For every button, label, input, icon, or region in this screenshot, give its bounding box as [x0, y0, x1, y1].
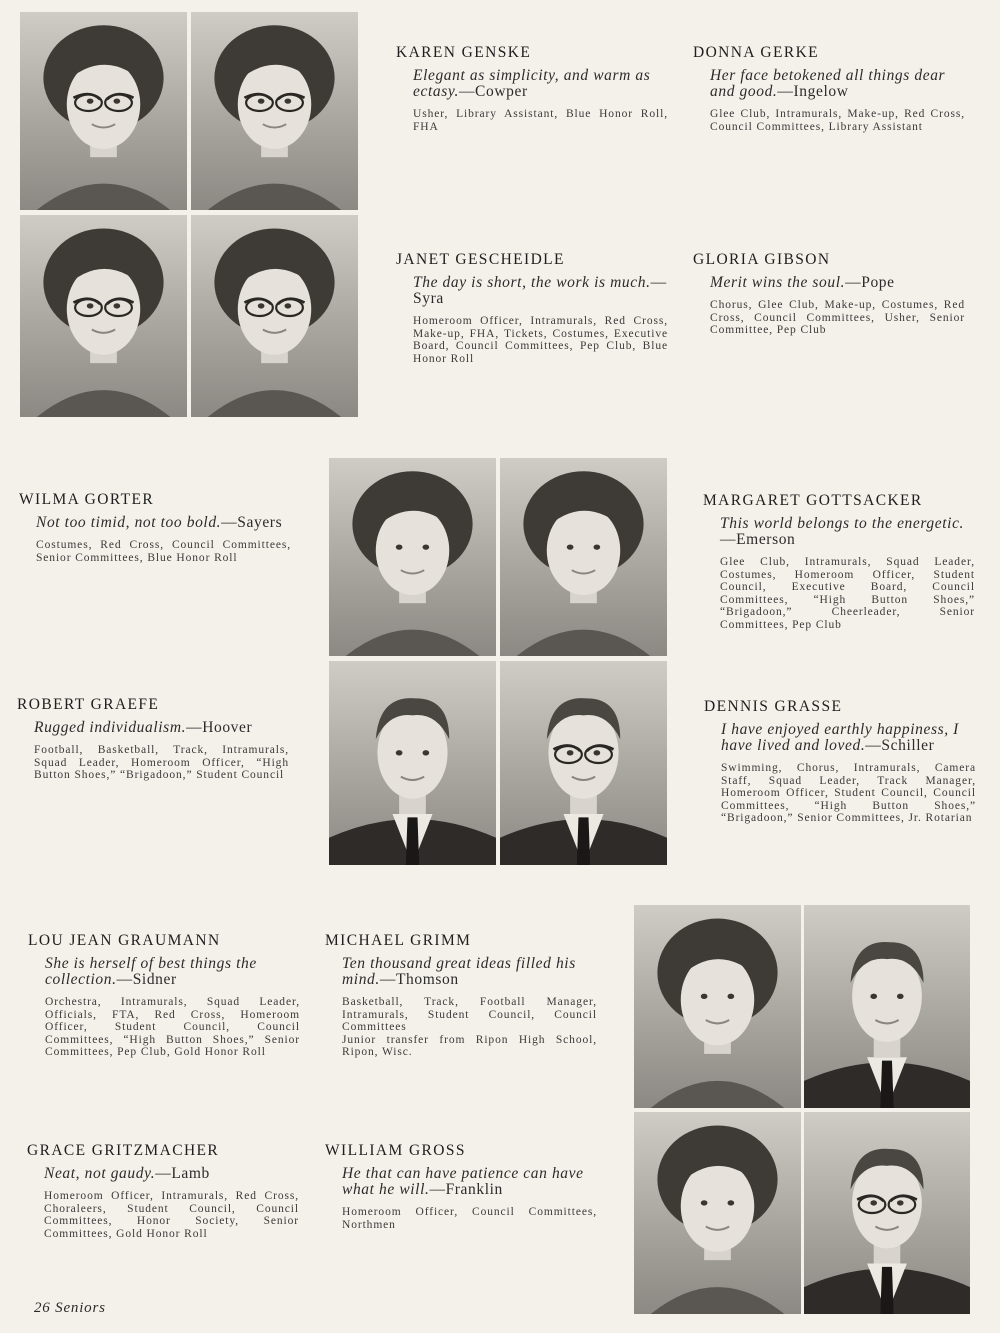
senior-entry: [325, 1142, 597, 1231]
senior-activities: Costumes, Red Cross, Council Committees, Senior Committees, Blue Honor Roll: [36, 539, 291, 564]
senior-entry: [19, 491, 291, 564]
portrait-lou-jean-graumann: [634, 905, 801, 1108]
senior-entry: [27, 1142, 299, 1240]
senior-name: DONNA GERKE: [693, 44, 820, 61]
senior-activities: Swimming, Chorus, Intramurals, Camera Staff, Squad Leader, Track Manager, Homeroom Officer, Student Council, Council Committees, “High Button Shoes,” “Brigadoon,” Senior Committees, Jr. Rotarian: [721, 762, 976, 825]
quote-text: Ten thousand great ideas filled his mind.: [342, 955, 576, 988]
senior-activities: Orchestra, Intramurals, Squad Leader, Officials, FTA, Red Cross, Homeroom Officer, Student Council, Council Committees, “High Button Shoes,” Senior Committees, Pep Club, Gold Honor Roll: [45, 996, 300, 1059]
senior-name: LOU JEAN GRAUMANN: [28, 932, 221, 949]
senior-name: KAREN GENSKE: [396, 44, 532, 61]
quote-text: Rugged individualism.: [34, 719, 187, 736]
senior-entry: [17, 696, 289, 782]
senior-quote: [396, 275, 668, 307]
portrait-margaret-gottsacker: [500, 458, 667, 656]
senior-name: WILMA GORTER: [19, 491, 155, 508]
senior-activities: Usher, Library Assistant, Blue Honor Roll, FHA: [413, 108, 668, 133]
portrait-grace-gritzmacher: [634, 1112, 801, 1314]
portrait-dennis-grasse: [500, 661, 667, 865]
senior-quote: [704, 722, 976, 754]
senior-activities: Homeroom Officer, Council Committees, Northmen: [342, 1206, 597, 1231]
quote-author: —Emerson: [720, 531, 796, 548]
senior-transfer-note: Junior transfer from Ripon High School, Ripon, Wisc.: [342, 1033, 597, 1059]
page-footer: 26 Seniors: [34, 1300, 106, 1316]
portrait-robert-graefe: [329, 661, 496, 865]
portrait-donna-gerke: [191, 12, 358, 210]
senior-name: DENNIS GRASSE: [704, 698, 843, 715]
quote-text: Not too timid, not too bold.: [36, 514, 222, 531]
senior-entry: [396, 251, 668, 365]
senior-quote: [325, 956, 597, 988]
senior-entry: [693, 251, 965, 337]
quote-author: —Pope: [845, 274, 895, 291]
quote-text: Merit wins the soul.: [710, 274, 846, 291]
quote-author: —Schiller: [865, 737, 935, 754]
quote-author: —Sayers: [221, 514, 283, 531]
senior-activities: Glee Club, Intramurals, Make-up, Red Cross, Council Committees, Library Assistant: [710, 108, 965, 133]
senior-activities: Glee Club, Intramurals, Squad Leader, Costumes, Homeroom Officer, Student Council, Executive Board, Council Committees, “High Button Shoes,” “Brigadoon,” Cheerleader, Senior Committees, Pep Club: [720, 556, 975, 631]
senior-quote: [19, 515, 291, 531]
senior-entry: [703, 492, 975, 632]
senior-quote: [703, 516, 975, 548]
senior-quote: [396, 68, 668, 100]
portrait-michael-grimm: [804, 905, 970, 1108]
senior-entry: [396, 44, 668, 133]
quote-author: —Ingelow: [777, 83, 849, 100]
portrait-karen-genske: [20, 12, 187, 210]
quote-text: I have enjoyed earthly happiness, I have lived and loved.: [721, 721, 959, 754]
senior-name: JANET GESCHEIDLE: [396, 251, 565, 268]
senior-quote: [693, 68, 965, 100]
quote-author: —Lamb: [155, 1165, 210, 1182]
senior-quote: [17, 720, 289, 736]
quote-author: —Syra: [413, 274, 667, 307]
portrait-wilma-gorter: [329, 458, 496, 656]
senior-activities: Basketball, Track, Football Manager, Intramurals, Student Council, Council Committees: [342, 996, 597, 1034]
quote-author: —Sidner: [116, 971, 177, 988]
quote-text: He that can have patience can have what he will.: [342, 1165, 584, 1198]
portrait-gloria-gibson: [191, 215, 358, 417]
portrait-janet-gescheidle: [20, 215, 187, 417]
quote-author: —Franklin: [429, 1181, 503, 1198]
senior-name: MARGARET GOTTSACKER: [703, 492, 923, 509]
senior-name: WILLIAM GROSS: [325, 1142, 466, 1159]
senior-activities: Homeroom Officer, Intramurals, Red Cross, Choraleers, Student Council, Council Committees, Honor Society, Senior Committees, Gold Honor Roll: [44, 1190, 299, 1240]
quote-text: Her face betokened all things dear and good.: [710, 67, 946, 100]
senior-activities: Chorus, Glee Club, Make-up, Costumes, Red Cross, Council Committees, Usher, Senior Committee, Pep Club: [710, 299, 965, 337]
senior-activities: Football, Basketball, Track, Intramurals, Squad Leader, Homeroom Officer, “High Button Shoes,” “Brigadoon,” Student Council: [34, 744, 289, 782]
senior-name: ROBERT GRAEFE: [17, 696, 160, 713]
senior-entry: [325, 932, 597, 1059]
senior-quote: [28, 956, 300, 988]
quote-text: This world belongs to the energetic.: [720, 515, 965, 532]
senior-entry: [28, 932, 300, 1059]
quote-author: —Thomson: [379, 971, 459, 988]
senior-name: GRACE GRITZMACHER: [27, 1142, 220, 1159]
quote-text: She is herself of best things the collection.: [45, 955, 257, 988]
portrait-william-gross: [804, 1112, 970, 1314]
senior-name: MICHAEL GRIMM: [325, 932, 472, 949]
senior-quote: [325, 1166, 597, 1198]
senior-activities: Homeroom Officer, Intramurals, Red Cross, Make-up, FHA, Tickets, Costumes, Executive Board, Council Committees, Pep Club, Blue Honor Roll: [413, 315, 668, 365]
senior-entry: [704, 698, 976, 825]
senior-entry: [693, 44, 965, 133]
senior-quote: [27, 1166, 299, 1182]
quote-text: Neat, not gaudy.: [44, 1165, 156, 1182]
senior-quote: [693, 275, 965, 291]
quote-text: The day is short, the work is much.: [413, 274, 651, 291]
senior-name: GLORIA GIBSON: [693, 251, 831, 268]
quote-text: Elegant as simplicity, and warm as ectasy.: [413, 67, 651, 100]
quote-author: —Hoover: [186, 719, 253, 736]
quote-author: —Cowper: [458, 83, 528, 100]
